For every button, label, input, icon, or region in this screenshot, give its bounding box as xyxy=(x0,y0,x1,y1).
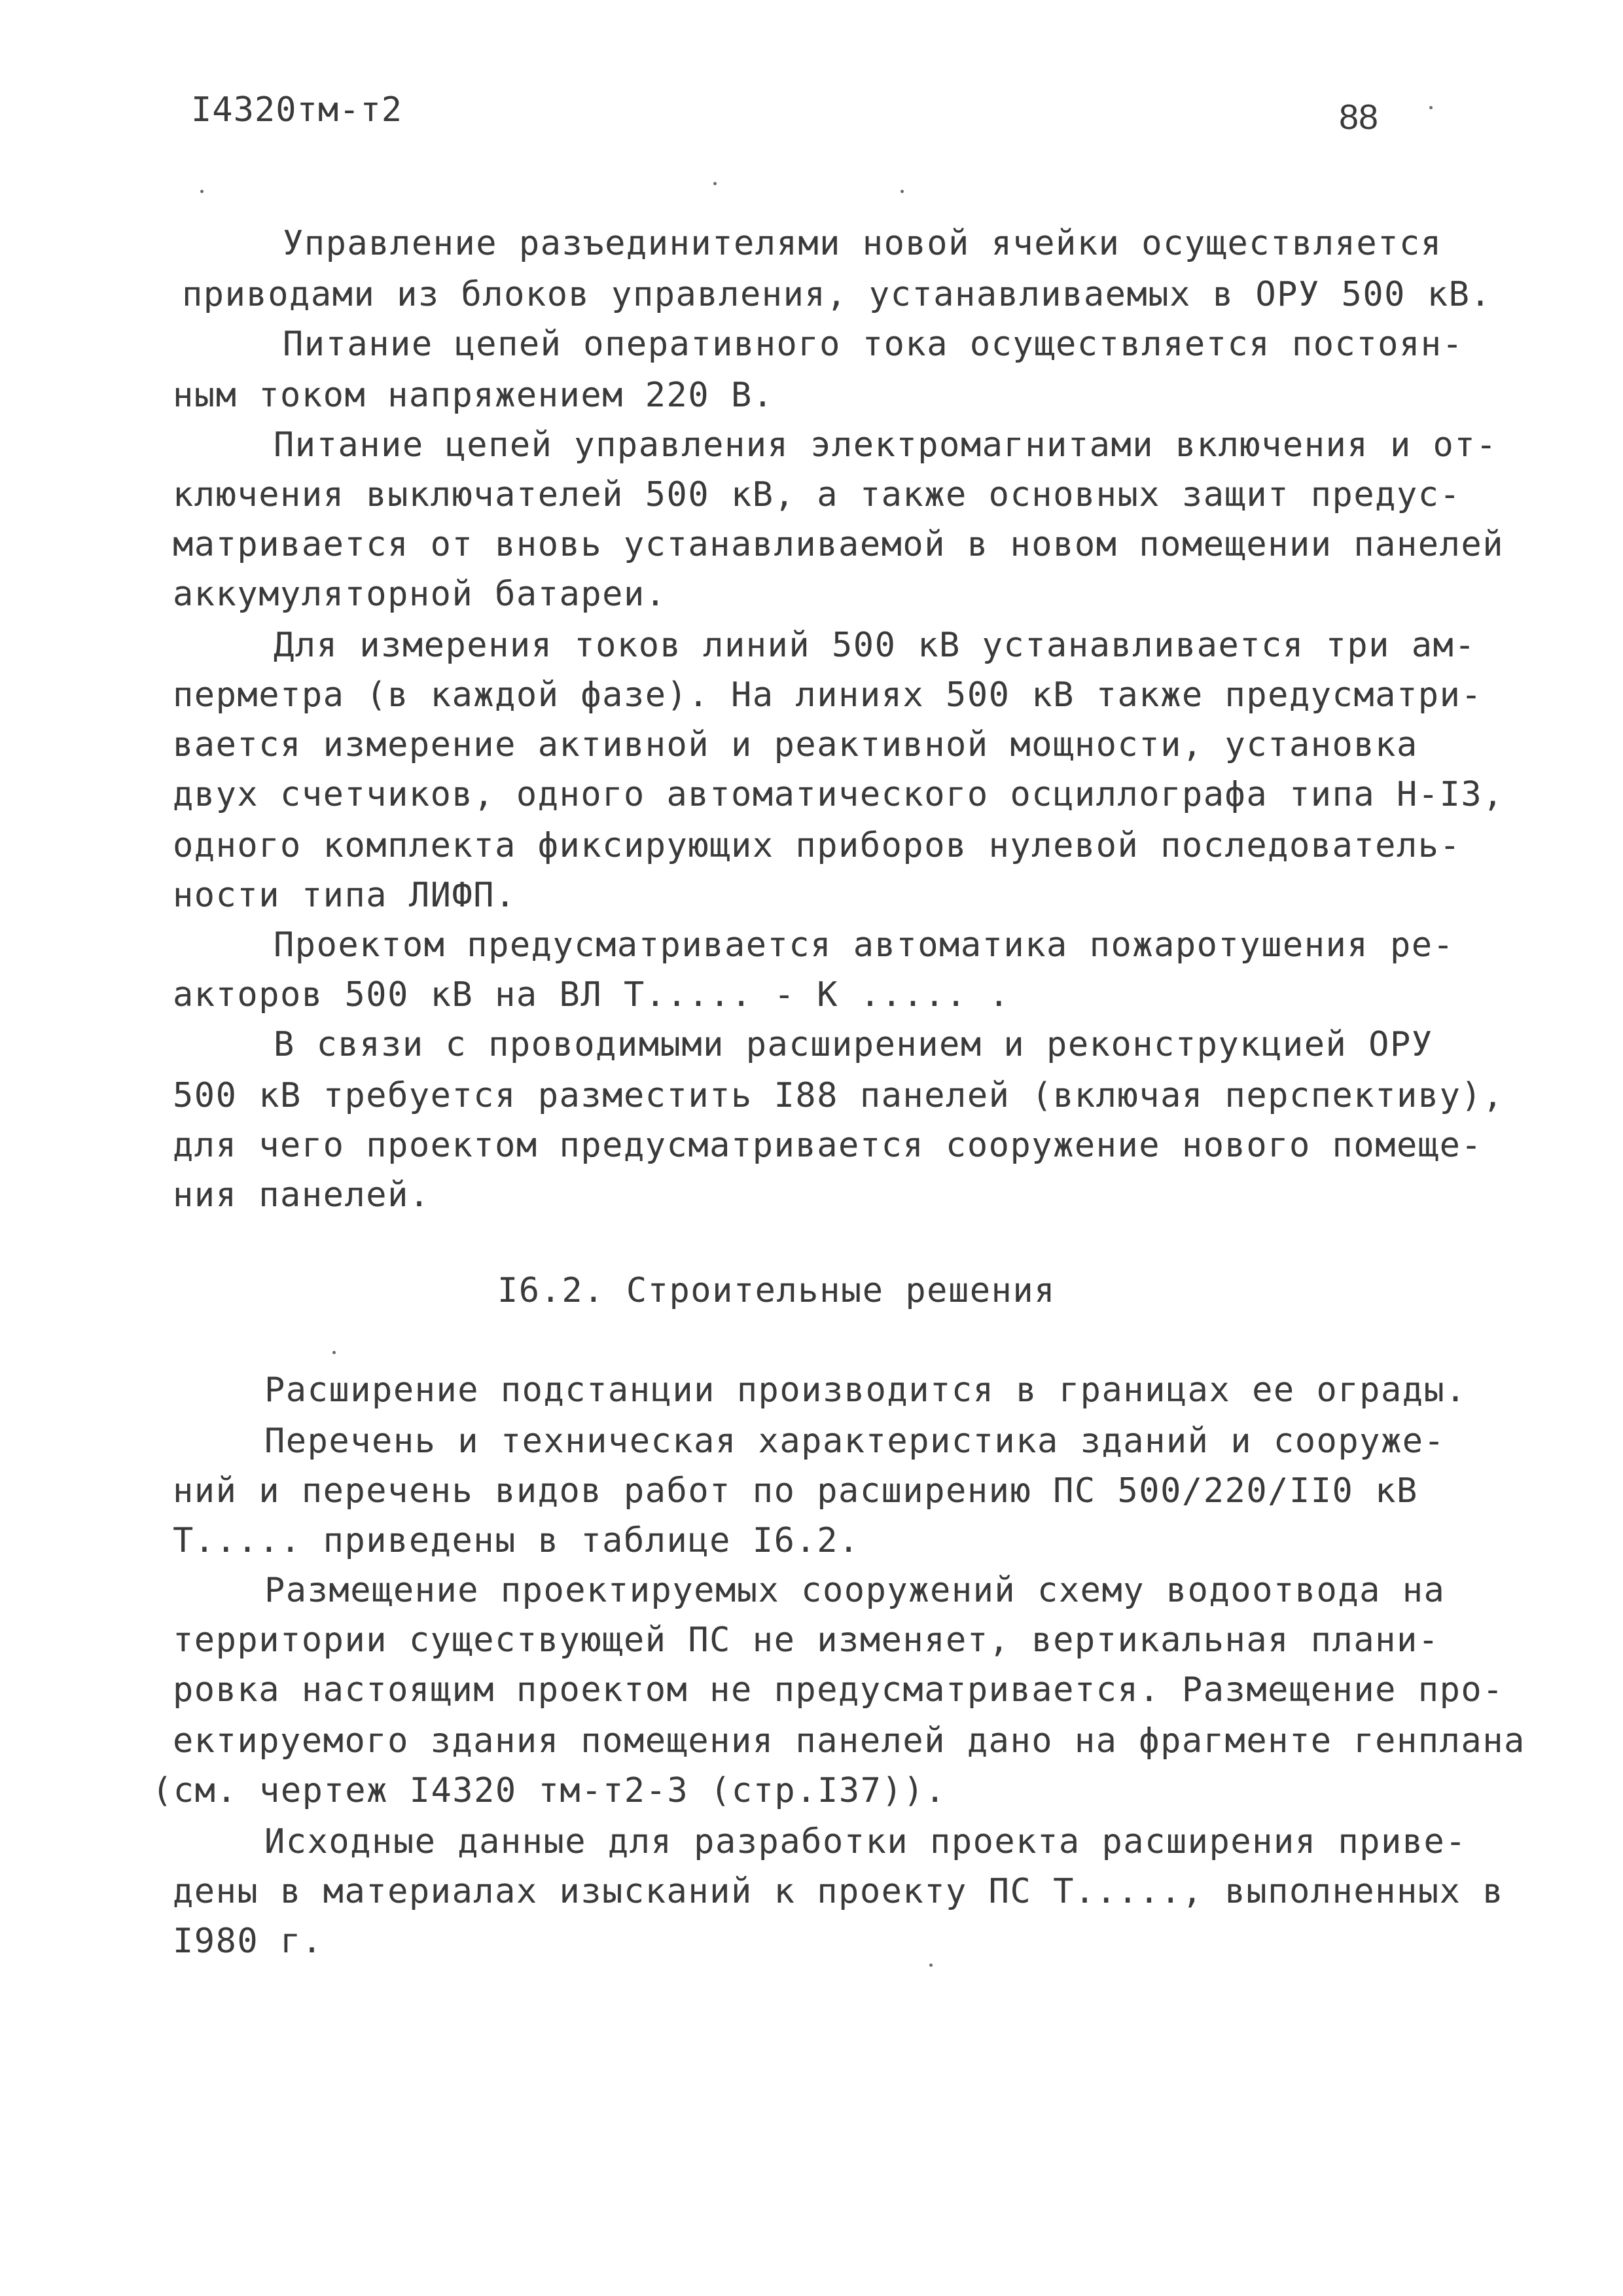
page-number: 88 xyxy=(1339,98,1379,137)
text-line: (см. чертеж I4320 тм-т2-3 (стр.I37)). xyxy=(152,1771,946,1810)
scan-speck xyxy=(200,190,204,193)
text-line: матривается от вновь устанавливаемой в новом помещении панелей xyxy=(173,525,1505,564)
scan-speck xyxy=(332,1351,336,1354)
text-line: В связи с проводимыми расширением и реконструкцией ОРУ xyxy=(274,1025,1433,1064)
text-line: ния панелей. xyxy=(173,1175,431,1215)
scan-speck xyxy=(1429,106,1433,109)
text-line: ности типа ЛИФП. xyxy=(173,876,516,915)
text-line: Перечень и техническая характеристика зданий и сооруже- xyxy=(264,1422,1446,1461)
text-line: Питание цепей оперативного тока осуществляется постоян- xyxy=(283,325,1464,364)
text-line: ключения выключателей 500 кВ, а также основных защит предус- xyxy=(173,475,1461,514)
text-line: перметра (в каждой фазе). На линиях 500 кВ также предусматри- xyxy=(173,675,1483,715)
text-line: для чего проектом предусматривается сооружение нового помеще- xyxy=(173,1126,1483,1165)
text-line: ектируемого здания помещения панелей дано на фрагменте генплана xyxy=(173,1721,1525,1761)
text-line: ний и перечень видов работ по расширению ПС 500/220/II0 кВ xyxy=(173,1471,1418,1511)
section-heading: I6.2. Строительные решения xyxy=(497,1271,1056,1310)
text-line: Питание цепей управления электромагнитами включения и от- xyxy=(274,425,1497,465)
text-line: акторов 500 кВ на ВЛ Т..... - К ..... . xyxy=(173,975,1010,1014)
scan-speck xyxy=(901,190,904,193)
scan-speck xyxy=(929,1964,933,1967)
document-code: I4320тм-т2 xyxy=(191,90,403,130)
text-line: 500 кВ требуется разместить I88 панелей (включая перспективу), xyxy=(173,1076,1505,1115)
text-line: Исходные данные для разработки проекта расширения приве- xyxy=(264,1822,1467,1861)
text-line: Размещение проектируемых сооружений схему водоотвода на xyxy=(264,1571,1446,1610)
text-line: двух счетчиков, одного автоматического осциллографа типа Н-I3, xyxy=(173,775,1505,814)
text-line: I980 г. xyxy=(173,1922,323,1961)
text-line: Для измерения токов линий 500 кВ устанавливается три ам- xyxy=(274,626,1476,665)
text-line: территории существующей ПС не изменяет, вертикальная плани- xyxy=(173,1621,1440,1660)
text-line: Расширение подстанции производится в границах ее ограды. xyxy=(264,1371,1467,1410)
text-line: Т..... приведены в таблице I6.2. xyxy=(173,1521,860,1560)
text-line: Проектом предусматривается автоматика пожаротушения ре- xyxy=(274,925,1455,965)
text-line: Управление разъединителями новой ячейки осуществляется xyxy=(283,224,1442,263)
text-line: ным током напряжением 220 В. xyxy=(173,376,774,415)
text-line: дены в материалах изысканий к проекту ПС Т....., выполненных в xyxy=(173,1872,1505,1911)
text-line: одного комплекта фиксирующих приборов нулевой последователь- xyxy=(173,826,1461,865)
scan-speck xyxy=(713,182,717,185)
text-line: приводами из блоков управления, устанавливаемых в ОРУ 500 кВ. xyxy=(182,275,1492,314)
text-line: ровка настоящим проектом не предусматривается. Размещение про- xyxy=(173,1670,1505,1710)
text-line: вается измерение активной и реактивной мощности, установка xyxy=(173,725,1418,764)
text-line: аккумуляторной батареи. xyxy=(173,575,667,614)
